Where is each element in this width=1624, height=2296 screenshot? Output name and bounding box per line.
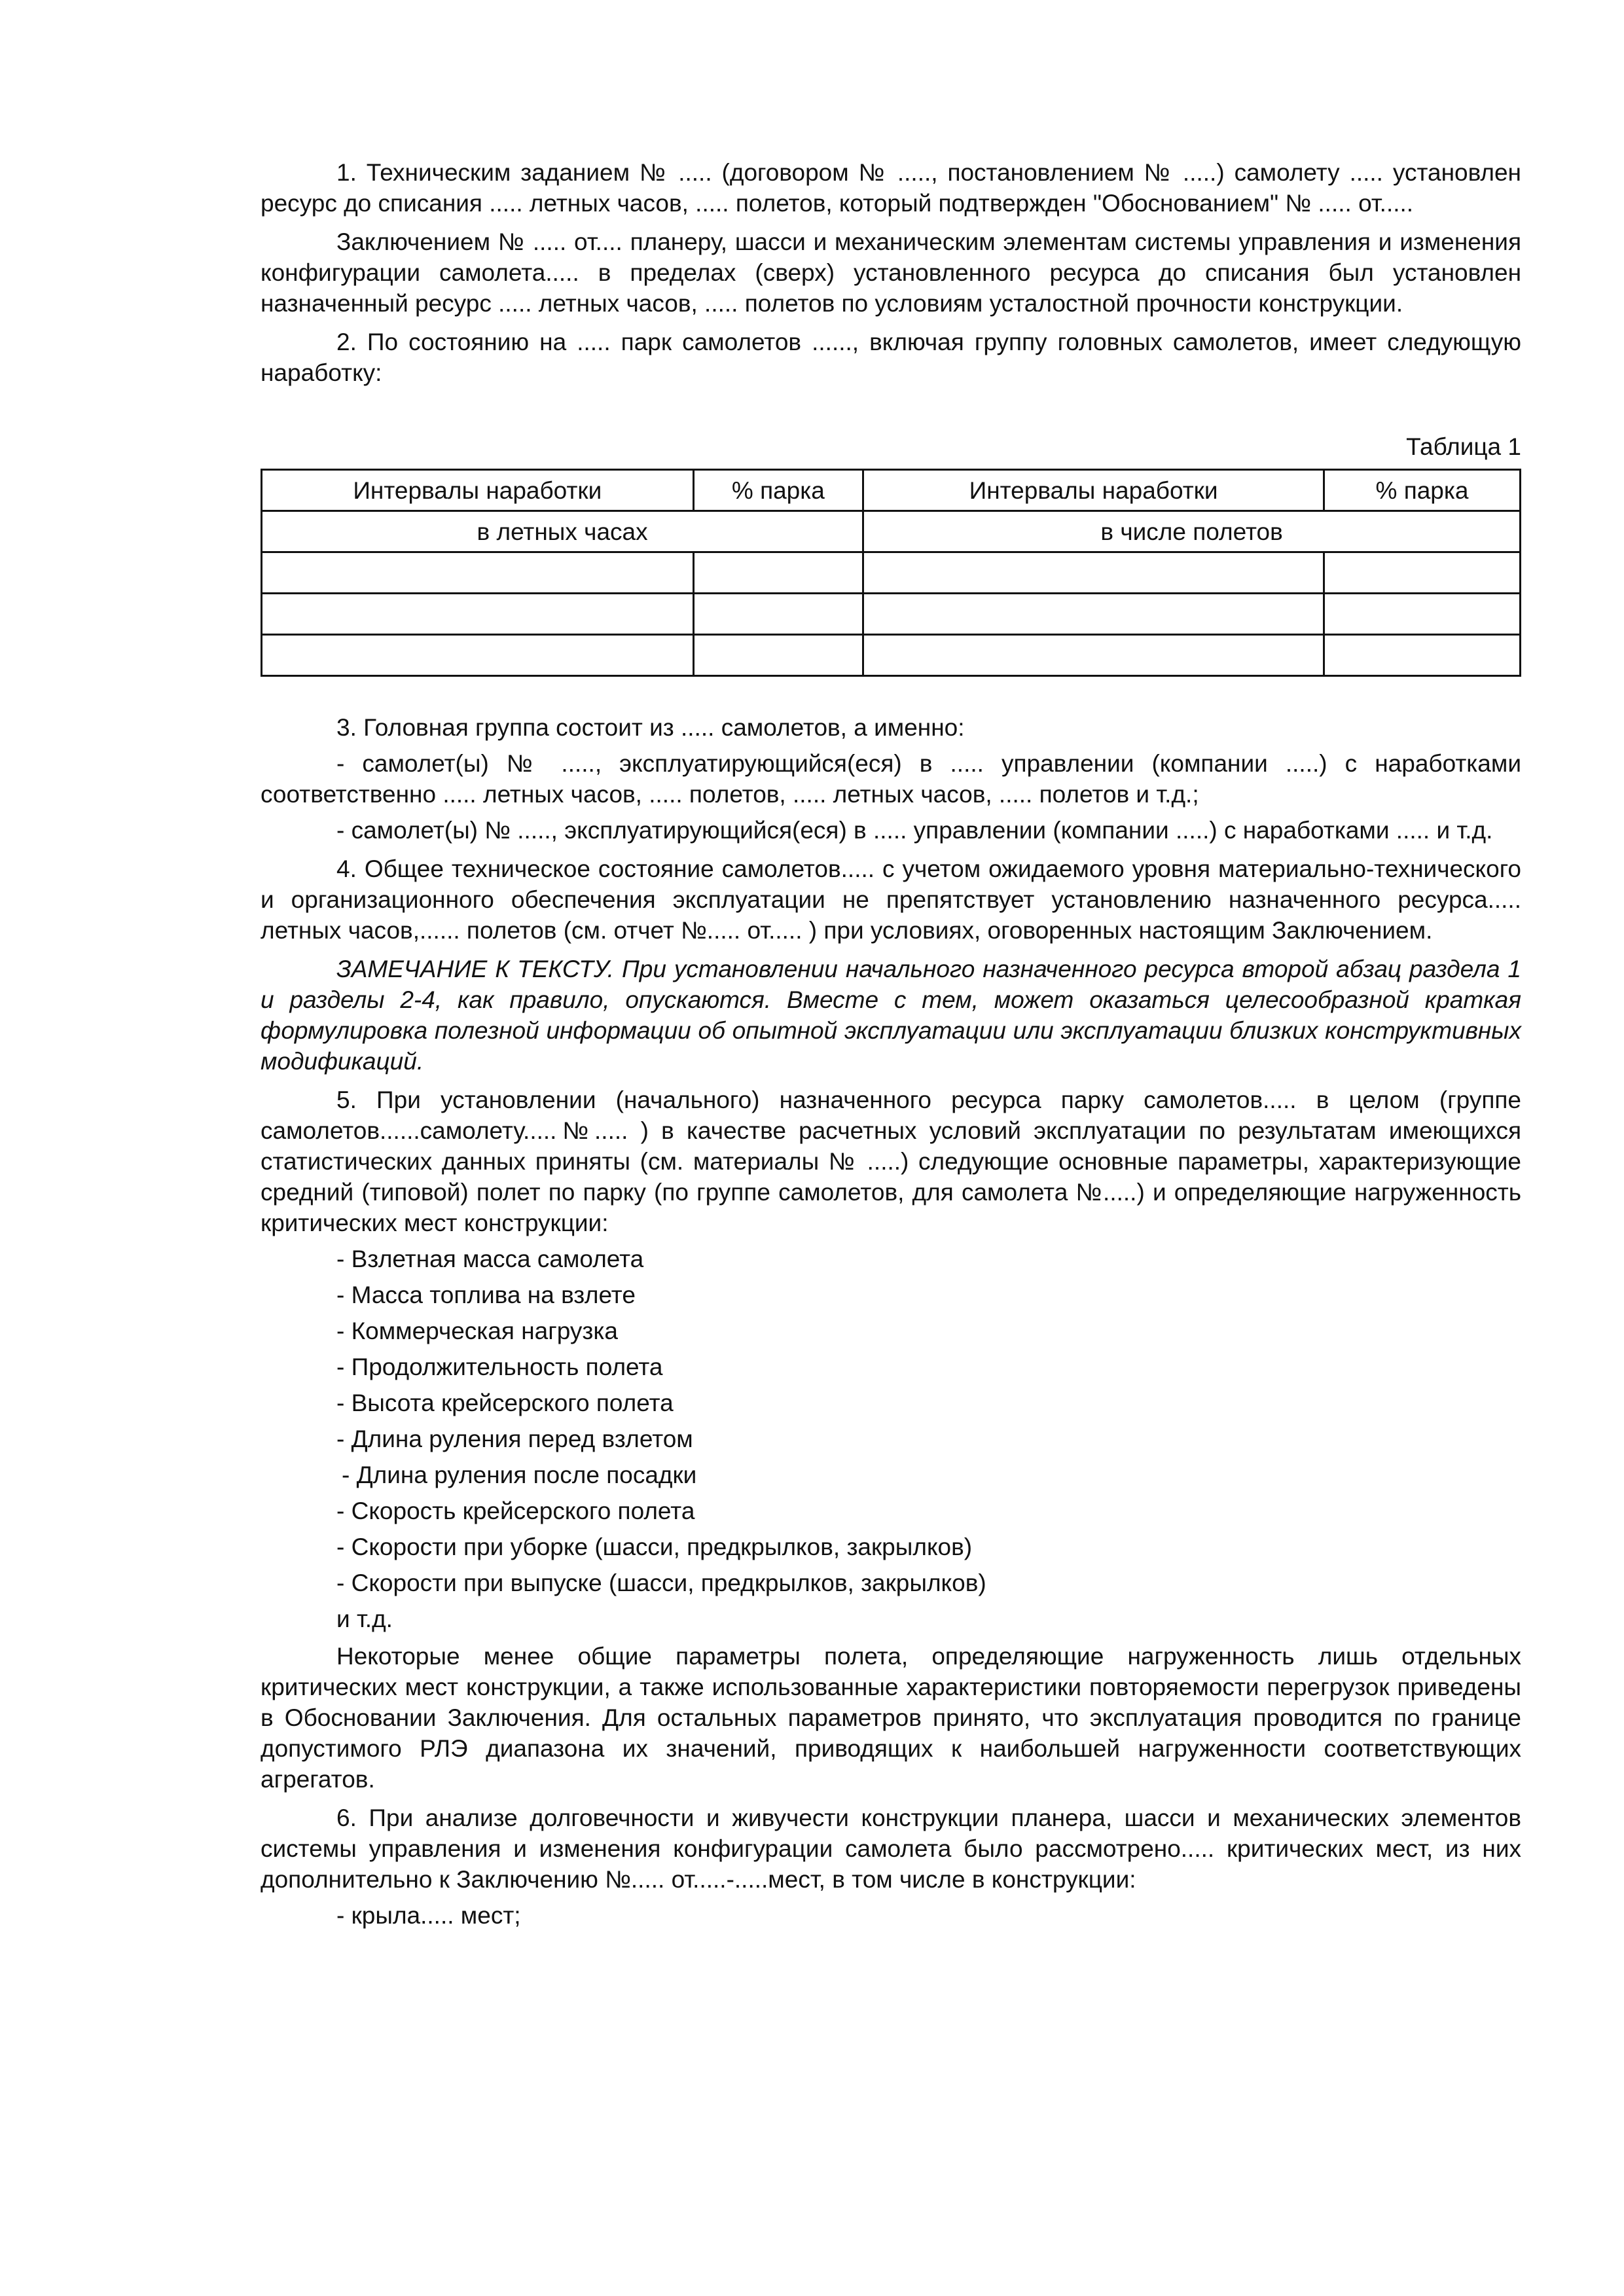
paragraph-5b: Некоторые менее общие параметры полета, определяющие нагруженность лишь отдельных критических мест конструкции, а также использованные характеристики повторяемости перегрузок приведены в Обосновании Заключения. Для остальных параметров принято, что эксплуатация проводится по границе допустимого РЛЭ диапазона их значений, приводящих к наибольшей нагруженности соответствующих агрегатов. bbox=[261, 1643, 1521, 1793]
table-cell bbox=[262, 635, 694, 676]
paragraph-2: 2. По состоянию на ..... парк самолетов ......, включая группу головных самолетов, имеет следующую наработку: bbox=[261, 329, 1521, 386]
table-cell bbox=[1324, 635, 1520, 676]
list-item: - Взлетная масса самолета bbox=[336, 1246, 644, 1272]
table-cell bbox=[1324, 594, 1520, 635]
table-header-row bbox=[262, 470, 1521, 511]
list-item: - самолет(ы) № ....., эксплуатирующийся(еся) в ..... управлении (компании .....) с наработками ..... и т.д. bbox=[336, 817, 1493, 844]
subheader-cell: в числе полетов bbox=[863, 511, 1521, 552]
paragraph-5: 5. При установлении (начального) назначенного ресурса парку самолетов..... в целом (группе самолетов......самолету.....№..... ) в качестве расчетных условий эксплуатации по результатам имеющихся статистических данных приняты (см. материалы № .....) следующие основные параметры, характеризующие средний (типовой) полет по парку (по группе самолетов, для самолета №.....) и определяющие нагруженность критических мест конструкции: bbox=[261, 1086, 1521, 1236]
list-item: - Скорости при выпуске (шасси, предкрылков, закрылков) bbox=[336, 1570, 986, 1596]
paragraph-6: 6. При анализе долговечности и живучести конструкции планера, шасси и механических элементов системы управления и изменения конфигурации самолета было рассмотрено..... критических мест, из них дополнительно к Заключению №..... от.....-.....мест, в том числе в конструкции: bbox=[261, 1804, 1521, 1893]
table-cell bbox=[693, 594, 863, 635]
table-cell bbox=[262, 594, 694, 635]
paragraph-4: 4. Общее техническое состояние самолетов..... с учетом ожидаемого уровня материально-технического и организационного обеспечения эксплуатации не препятствует установлению назначенного ресурса..... летных часов,...... полетов (см. отчет №..... от..... ) при условиях, оговоренных настоящим Заключением. bbox=[261, 855, 1521, 944]
table-caption: Таблица 1 bbox=[1406, 433, 1521, 460]
list-item: - крыла..... мест; bbox=[336, 1902, 521, 1929]
subheader-cell: в летных часах bbox=[262, 511, 863, 552]
table-subheader-row bbox=[262, 511, 1521, 552]
list-item: - Масса топлива на взлете bbox=[336, 1282, 636, 1308]
table-cell bbox=[1324, 552, 1520, 594]
table-cell bbox=[863, 594, 1324, 635]
table-row bbox=[262, 552, 1521, 594]
header-cell: Интервалы наработки bbox=[262, 470, 694, 511]
header-cell: Интервалы наработки bbox=[863, 470, 1324, 511]
table-cell bbox=[863, 552, 1324, 594]
list-item: - Продолжительность полета bbox=[336, 1354, 663, 1380]
table-cell bbox=[693, 635, 863, 676]
table-row bbox=[262, 594, 1521, 635]
list-item: - самолет(ы) № ....., эксплуатирующийся(еся) в ..... управлении (компании .....) с наработками соответственно ..... летных часов, ..... полетов, ..... летных часов, ..... полетов и т.д.; bbox=[261, 750, 1521, 808]
header-cell: % парка bbox=[693, 470, 863, 511]
header-cell: % парка bbox=[1324, 470, 1520, 511]
list-item: - Скорость крейсерского полета bbox=[336, 1498, 695, 1524]
list-item: - Высота крейсерского полета bbox=[336, 1390, 674, 1416]
table-cell bbox=[262, 552, 694, 594]
table-cell bbox=[693, 552, 863, 594]
list-item: и т.д. bbox=[336, 1605, 393, 1632]
list-item: - Коммерческая нагрузка bbox=[336, 1318, 618, 1344]
table-cell bbox=[863, 635, 1324, 676]
text-note: ЗАМЕЧАНИЕ К ТЕКСТУ. При установлении начального назначенного ресурса второй абзац раздела 1 и разделы 2-4, как правило, опускаются. Вместе с тем, может оказаться целесообразной краткая формулировка полезной информации об опытной эксплуатации или эксплуатации близких конструктивных модификаций. bbox=[261, 956, 1521, 1075]
list-item: - Длина руления перед взлетом bbox=[336, 1426, 693, 1452]
table-row bbox=[262, 635, 1521, 676]
parameter-list bbox=[261, 1244, 1521, 1634]
paragraph-1b: Заключением № ..... от.... планеру, шасси и механическим элементам системы управления и изменения конфигурации самолета..... в пределах (сверх) установленного ресурса до списания был установлен назначенный ресурс ..... летных часов, ..... полетов по условиям усталостной прочности конструкции. bbox=[261, 228, 1521, 317]
paragraph-3: 3. Головная группа состоит из ..... самолетов, а именно: bbox=[336, 714, 965, 741]
list-item: - Длина руления после посадки bbox=[342, 1462, 697, 1488]
list-item: - Скорости при уборке (шасси, предкрылков, закрылков) bbox=[336, 1534, 973, 1560]
resource-table bbox=[261, 469, 1521, 677]
document-body bbox=[261, 157, 1521, 1931]
paragraph-1: 1. Техническим заданием № ..... (договором № ....., постановлением № .....) самолету ..... установлен ресурс до списания ..... летных часов, ..... полетов, который подтвержден "Обоснованием" № ..... от..... bbox=[261, 159, 1521, 217]
